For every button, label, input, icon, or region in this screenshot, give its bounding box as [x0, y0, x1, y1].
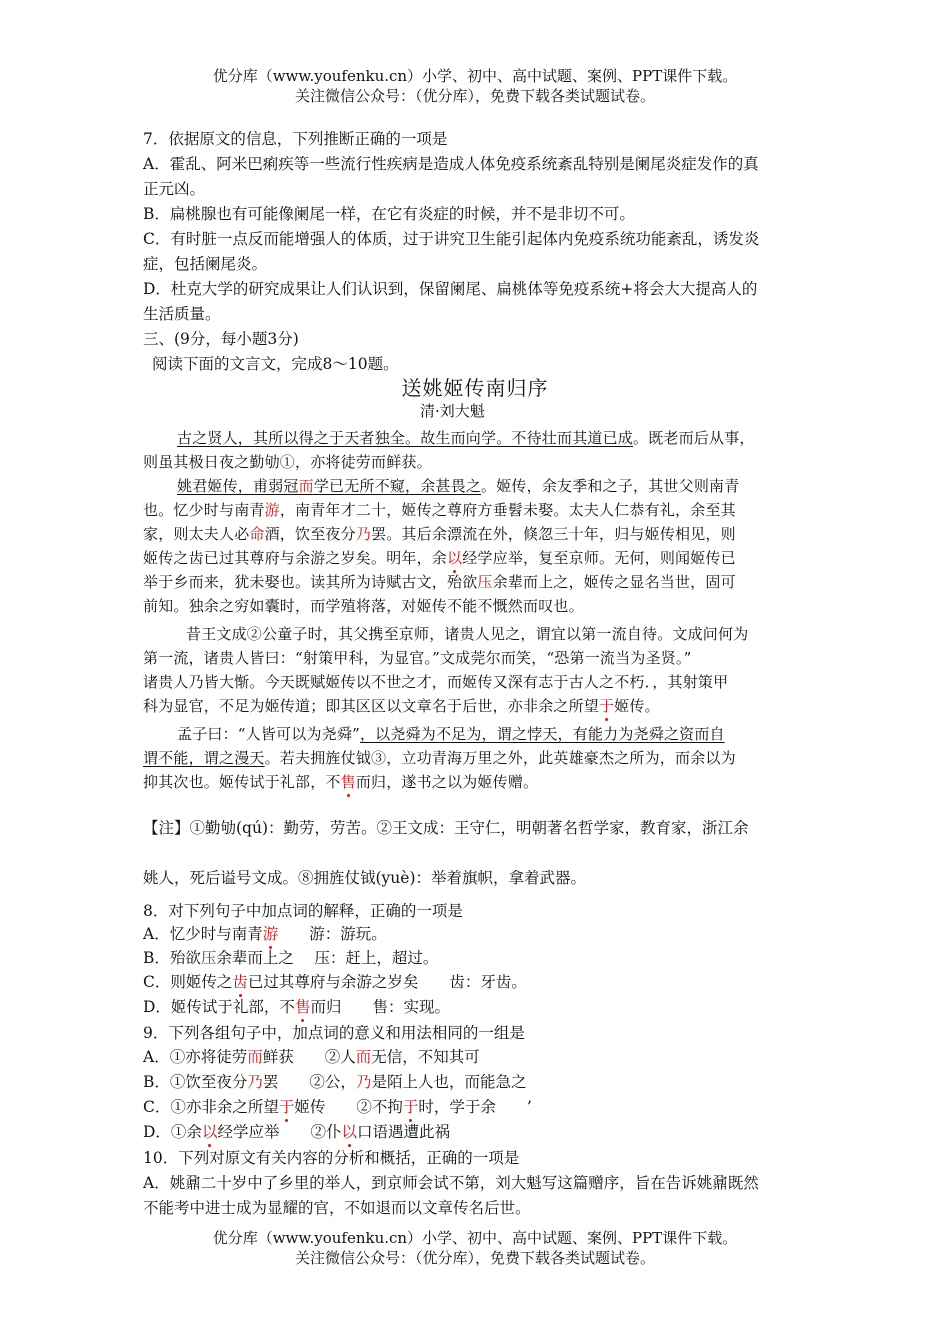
q8-option-d: [143, 995, 450, 1017]
q7-option-a-line2: 正元凶。: [143, 180, 206, 198]
q10-option-a-line1: A．姚鼐二十岁中了乡里的举人，到京师会试不第，刘大魁写这篇赠序，旨在告诉姚鼐既然: [143, 1174, 759, 1192]
option-text: D．姬传试于礼部，不: [143, 998, 295, 1016]
passage-text: 。姬传，余友季和之子，其世父则南青: [481, 477, 740, 495]
option-text: 是陌上人也，而能急之: [371, 1073, 527, 1091]
marked-word: 压: [477, 573, 493, 591]
q7-option-c-line1: C．有时脏一点反而能增强人的体质，过于讲究卫生能引起体内免疫系统功能紊乱，诱发炎: [143, 230, 760, 248]
option-text: A．①亦将徒劳: [143, 1048, 248, 1066]
footer-line-2: 关注微信公众号：（优分库），免费下载各类试题试卷。: [294, 1249, 655, 1267]
passage-text: 而归，遂书之以为姬传赠。: [355, 773, 539, 791]
passage-text: 罢。其后余漂流在外，倏忽三十年，归与姬传相见，则: [371, 525, 736, 543]
marked-word: 以: [202, 1120, 218, 1142]
passage-text: 举于乡而来，犹未娶也。读其所为诗赋古文，殆欲: [143, 573, 478, 591]
option-text: D．①余: [143, 1123, 202, 1141]
passage-p2-line2: [143, 499, 736, 520]
passage-text: 也。忆少时与南青: [143, 501, 265, 519]
section-3-heading: 三、(9分，每小题3分): [143, 330, 299, 348]
option-text: 余辈而上之 压：赶上，超过。: [216, 949, 439, 967]
option-text: 罢 ②公，: [262, 1073, 356, 1091]
option-text: 游：游玩。: [278, 925, 387, 943]
page-header: [0, 66, 950, 106]
marked-word: 压: [200, 949, 217, 967]
q7-option-d-line1: D．杜克大学的研究成果让人们认识到，保留阑尾、扁桃体等免疫系统+将会大大提高人的: [143, 280, 758, 298]
passage-text: 学已无所不窥，余甚畏之: [313, 477, 482, 495]
passage-text: 。若夫拥旌仗钺③，立功青海万里之外，此英雄豪杰之所为，而余以为: [264, 749, 736, 767]
q8-option-b: [143, 946, 438, 968]
passage-text: 科为显官，不足为姬传道；即其区区以文章名于后世，亦非余之所望: [143, 697, 600, 715]
passage-text: 姬传之齿已过其尊府与余游之岁矣。明年，余: [143, 549, 448, 567]
section-3-instruction: 阅读下面的文言文，完成8～10题。: [152, 355, 399, 373]
option-text: 时，学于余 ’: [418, 1098, 532, 1116]
marked-word: 于: [599, 697, 615, 715]
option-text: 无信，不知其可: [371, 1048, 480, 1066]
option-text: 姬传 ②不拘: [294, 1098, 403, 1116]
q9-stem: 9．下列各组句子中，加点词的意义和用法相同的一组是: [143, 1024, 525, 1042]
passage-text: 姚君姬传，甫弱冠: [177, 477, 299, 495]
passage-author: 清·刘大魁: [420, 402, 485, 420]
page-footer: [0, 1228, 950, 1268]
passage-p4-line2: [143, 747, 736, 768]
passage-text: 姬传。: [614, 697, 660, 715]
q7-option-c-line2: 症，包括阑尾炎。: [143, 255, 268, 273]
marked-word: 乃: [355, 525, 372, 543]
marked-word: 而: [298, 477, 314, 495]
passage-text: 余辈而上之，姬传之显名当世，固可: [492, 573, 736, 591]
marked-word: 乃: [355, 1073, 372, 1091]
q8-option-a: [143, 922, 387, 944]
passage-text: 经学应举，复至京师。无何，则闻姬传已: [462, 549, 736, 567]
option-text: 口语遇遭此祸: [356, 1123, 450, 1141]
option-text: A．忆少时与南青: [143, 925, 263, 943]
passage-text: 家，则太夫人必: [143, 525, 250, 543]
notes-line2: 姚人，死后谥号文成。⑧拥旌仗钺(yuè)：举着旗帜，拿着武器。: [143, 869, 587, 887]
option-text: 经学应举 ②仆: [217, 1123, 342, 1141]
passage-text: 。既老而后从事，: [633, 429, 755, 447]
marked-word: 售: [340, 773, 356, 791]
marked-word: 游: [264, 501, 280, 519]
passage-p3-line2: 第一流，诸贵人皆曰：“射策甲科，为显官。”文成莞尔而笑，“恐第一流当为圣贤。”: [143, 649, 692, 667]
header-line-1: 优分库（www.youfenku.cn）小学、初中、高中试题、案例、PPT课件下载。: [212, 67, 738, 85]
passage-p1-line1: [177, 427, 755, 448]
marked-word: 于: [279, 1095, 295, 1117]
q7-option-d-line2: 生活质量。: [143, 305, 221, 323]
passage-p2-line4: [143, 547, 736, 568]
passage-text: 抑其次也。姬传试于礼部，不: [143, 773, 341, 791]
marked-word: 以: [447, 549, 463, 567]
marked-word: 乃: [247, 1073, 263, 1091]
marked-word: 游: [263, 922, 279, 944]
passage-p2-line3: [143, 523, 736, 544]
passage-p3-line3: 诸贵人乃皆大惭。今天既赋姬传以不世之才，而姬传又深有志于古人之不朽．，其射策甲: [143, 673, 729, 691]
underlined-sentence: 古之贤人，其所以得之于天者独全。故生而向学。不待壮而其道已成: [177, 429, 634, 447]
underlined-sentence: ，以尧舜为不足为，谓之悖天，有能力为尧舜之资而自: [359, 725, 725, 743]
marked-word: 售: [295, 995, 311, 1017]
passage-p1-line2: 则虽其极日夜之勤劬①，亦将徒劳而鲜获。: [143, 453, 432, 471]
underlined-sentence: [177, 477, 481, 495]
option-text: C．①亦非余之所望: [143, 1098, 279, 1116]
option-text: 已过其尊府与余游之岁矣 齿：牙齿。: [247, 973, 527, 991]
marked-word: 命: [249, 525, 265, 543]
option-text: 鲜获 ②人: [262, 1048, 356, 1066]
option-text: B．殆欲: [143, 949, 201, 967]
option-text: 而归 售：实现。: [310, 998, 450, 1016]
passage-text: ，南青年才二十，姬传之尊府方垂髫未娶。太夫人仁恭有礼，余至其: [279, 501, 736, 519]
passage-title: 送姚姬传南归序: [401, 376, 549, 400]
q7-stem: 7．依据原文的信息，下列推断正确的一项是: [143, 130, 448, 148]
q9-option-a: [143, 1045, 480, 1067]
q10-stem: 10．下列对原文有关内容的分析和概括，正确的一项是: [143, 1149, 520, 1167]
q7-option-a-line1: A．霍乱、阿米巴痢疾等一些流行性疾病是造成人体免疫系统紊乱特别是阑尾炎症发作的真: [143, 155, 759, 173]
marked-word: 于: [403, 1095, 419, 1117]
marked-word: 齿: [232, 970, 248, 992]
passage-text: 孟子曰：“人皆可以为尧舜”: [177, 725, 360, 743]
q9-option-b: [143, 1070, 526, 1092]
passage-p3-line4: [143, 695, 660, 716]
q8-stem: 8．对下列句子中加点词的解释，正确的一项是: [143, 902, 463, 920]
marked-word: 而: [247, 1048, 263, 1066]
marked-word: 以: [341, 1120, 357, 1142]
underlined-sentence: 谓不能，谓之漫天: [143, 749, 265, 767]
passage-p2-line6: 前知。独余之穷如囊时，而学殖将落，对姬传不能不慨然而叹也。: [143, 597, 584, 615]
passage-text: 酒，饮至夜分: [264, 525, 356, 543]
q8-option-c: [143, 970, 527, 992]
notes-line1: 【注】①勤劬(qú)：勤劳，劳苦。②王文成：王守仁，明朝著名哲学家，教育家，浙江余: [143, 819, 749, 837]
q7-option-b: B．扁桃腺也有可能像阑尾一样，在它有炎症的时候，并不是非切不可。: [143, 205, 635, 223]
marked-word: 而: [355, 1048, 372, 1066]
passage-p2-line1: [177, 475, 739, 496]
header-line-2: 关注微信公众号：（优分库），免费下载各类试题试卷。: [294, 87, 655, 105]
option-text: B．①饮至夜分: [143, 1073, 248, 1091]
passage-p4-line1: [177, 723, 725, 744]
passage-p2-line5: [143, 571, 736, 592]
q10-option-a-line2: 不能考中进士成为显耀的官，不如退而以文章传名后世。: [143, 1199, 531, 1217]
passage-p4-line3: [143, 771, 538, 792]
q9-option-d: [143, 1120, 450, 1142]
q9-option-c: [143, 1095, 532, 1117]
passage-p3-line1: 昔王文成②公童子时，其父携至京师，诸贵人见之，谓宜以第一流自待。文成问何为: [186, 625, 749, 643]
footer-line-1: 优分库（www.youfenku.cn）小学、初中、高中试题、案例、PPT课件下载。: [212, 1229, 738, 1247]
option-text: C．则姬传之: [143, 973, 233, 991]
